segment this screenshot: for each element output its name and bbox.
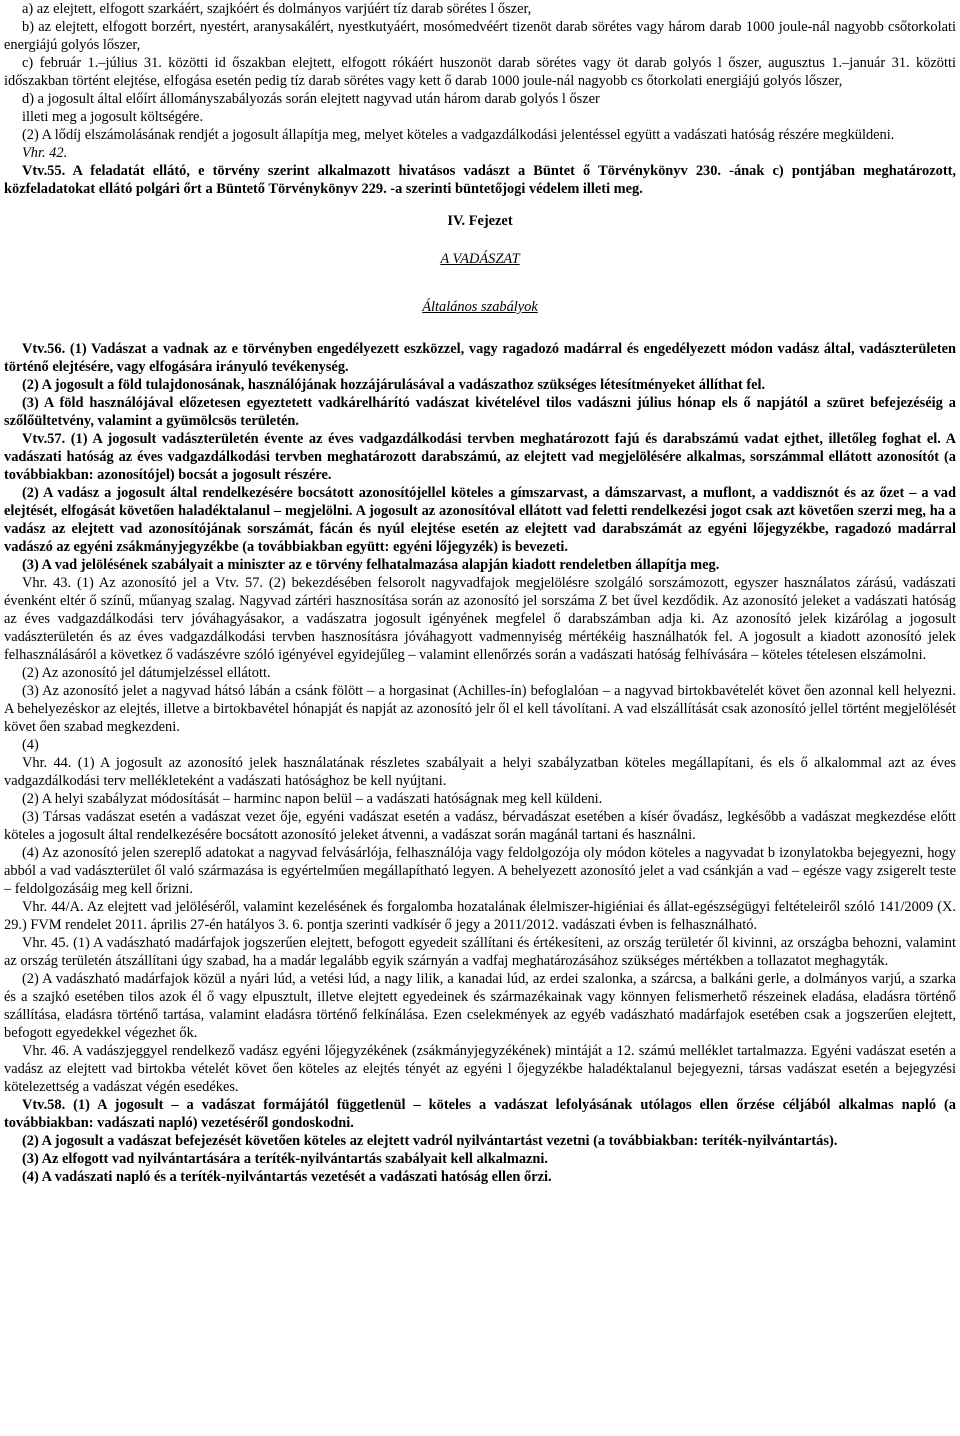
paragraph: Vtv.58. (1) A jogosult – a vadászat formájától függetlenül – köteles a vadászat lefolyásának utólagos ellen őrzése céljából alkalmas napló (a továbbiakban: vadászati napló) vezetéséről gondoskodni. xyxy=(4,1097,956,1131)
paragraph: (2) A lődíj elszámolásának rendjét a jogosult állapítja meg, melyet köteles a vadgazdálkodási jelentéssel együtt a vadászati hatóság részére megküldeni. xyxy=(22,127,895,143)
paragraph: (4) xyxy=(22,737,39,753)
paragraph: Vtv.56. (1) Vadászat a vadnak az e törvényben engedélyezett eszközzel, vagy ragadozó madárral és engedélyezett módon vadász által, vadászterületen történő elejtésére, vagy elfogására irányuló tevékenység. xyxy=(4,341,956,375)
paragraph: d) a jogosult által előírt állományszabályozás során elejtett nagyvad után három darab golyós l őszer xyxy=(22,91,600,107)
paragraph: (2) A vadász a jogosult által rendelkezésére bocsátott azonosítójellel köteles a gímszarvast, a dámszarvast, a muflont, a vaddisznót és az őzet – a vad elejtését, elfogását követően haladéktalanul – megjelölni. A jogosult az azonosítóval ellátott vad feletti rendelkezési jogot csak azt követően szerzi meg, ha a vadász az elejtett vad azonosítójának sorszámát, fácán és nyúl elejtése esetén az elejtett vad darabszámát az egyéni lőjegyzékbe, ragadozó madárral vadászó az egyéni zsákmányjegyzékbe (a továbbiakban együtt: egyéni lőjegyzék) is bevezeti. xyxy=(4,485,956,555)
paragraph: (3) Társas vadászat esetén a vadászat vezet ője, egyéni vadászat esetén a vadász, bérvadászat esetében a kísér ővadász, legkésőbb a vadászat megkezdése előtt köteles a jogosult által rendelkezésére bocsátott azonosító jeleket átvenni, a vadászat során magánál tartani és használni. xyxy=(4,809,956,843)
paragraph: (4) Az azonosító jelen szereplő adatokat a nagyvad felvásárlója, felhasználója vagy feldolgozója oly módon köteles a nagyvadat b izonylatokba bejegyezni, hogy abból a vad vadászterület ől való származása is egyértelműen megállapítható legyen. A behelyezett azonosító jelet a vad csánkján a vad – egésze vagy zsigerelt teste – feldolgozásáig meg kell őrizni. xyxy=(4,845,956,897)
paragraph: Vhr. 45. (1) A vadászható madárfajok jogszerűen elejtett, befogott egyedeit szállítani és értékesíteni, az ország területér ől kivinni, az országba behozni, valamint az ország területén átszállítani úgy szabad, ha a madár legalább egyik szárnyán a vadfaj meghatározásához szükséges mértékben a tollazatot meghagyták. xyxy=(4,935,956,969)
paragraph: a) az elejtett, elfogott szarkáért, szajkóért és dolmányos varjúért tíz darab sörétes l őszer, xyxy=(22,1,532,17)
paragraph: b) az elejtett, elfogott borzért, nyestért, aranysakálért, nyestkutyáért, mosómedvéért tizenöt darab sörétes vagy három darab 1000 joule-nál nagyobb csőtorkolati energiájú golyós lőszer, xyxy=(4,19,956,53)
paragraph: c) február 1.–július 31. közötti id őszakban elejtett, elfogott rókáért huszonöt darab sörétes vagy öt darab golyós l őszer, augusztus 1.–január 31. közötti időszakban történt elejtése, elfogása esetén pedig tíz darab sörétes vagy kett ő darab 1000 joule-nál nagyobb cs őtorkolati energiájú golyós lőszer, xyxy=(4,55,956,89)
paragraph: Vhr. 46. A vadászjeggyel rendelkező vadász egyéni lőjegyzékének (zsákmányjegyzékének) mintáját a 12. számú melléklet tartalmazza. Egyéni vadászat esetén a vadász az elejtett vad birtokba vételét követ ően köteles az elejtés tényét az egyéni l őjegyzékbe haladéktalanul bejegyezni, társas vadászat esetén a bejegyzési kötelezettség a vadászat végén esedékes. xyxy=(4,1043,956,1095)
section-heading: A VADÁSZAT xyxy=(440,251,520,267)
paragraph: Vhr. 44/A. Az elejtett vad jelöléséről, valamint kezelésének és forgalomba hozatalának élelmiszer-higiéniai és állat-egészségügyi feltételeiről szóló 141/2009 (X. 29.) FVM rendelet 2011. április 27-én hatályos 3. 6. pontja szerinti vadkísér ő jegy a 2011/2012. vadászati évben is felhasználható. xyxy=(4,899,956,933)
paragraph: Vhr. 43. (1) Az azonosító jel a Vtv. 57. (2) bekezdésében felsorolt nagyvadfajok megjelölésre szolgáló sorszámozott, egyszer használatos zárású, vadászati évenként eltér ő színű, műanyag szalag. Nagyvad zártéri hasznosítása során az azonosító jel sorszáma Z bet űvel kezdődik. Az azonosító jeleket a vadászati hatóság az éves vadgazdálkodási terv jóváhagyásakor, a vadászatra jogosult igényének megfelel ő darabszámban adja ki. Az azonosító jelek kizárólag a jogosult vadászterületén és az éves vadgazdálkodási tervben hasznosításra jóváhagyott vadmennyiség mértékéig használhatók fel. A jogosult a kiadott azonosító jelek felhasználásáról a következ ő vadászévre szóló igényével egyidejűleg – valamint ellenőrzés során a vadászati hatóság felhívására – köteles tételesen elszámolni. xyxy=(4,575,956,663)
paragraph: Vtv.57. (1) A jogosult vadászterületén évente az éves vadgazdálkodási tervben meghatározott fajú és darabszámú vadat ejthet, illetőleg foghat el. A vadászati hatóság az éves vadgazdálkodási tervben meghatározott darabszámú, az elejtett vad megjelölésére alkalmas, sorszámmal ellátott azonosítót (a továbbiakban: azonosítójel) bocsát a jogosult részére. xyxy=(4,431,956,483)
paragraph: (2) Az azonosító jel dátumjelzéssel ellátott. xyxy=(22,665,271,681)
paragraph: (4) A vadászati napló és a teríték-nyilvántartás vezetését a vadászati hatóság ellen őrzi. xyxy=(22,1169,552,1185)
paragraph: (2) A jogosult a vadászat befejezését követően köteles az elejtett vadról nyilvántartást vezetni (a továbbiakban: teríték-nyilvántartás). xyxy=(22,1133,838,1149)
paragraph: (3) A vad jelölésének szabályait a miniszter az e törvény felhatalmazása alapján kiadott rendeletben állapítja meg. xyxy=(22,557,720,573)
paragraph: (3) A föld használójával előzetesen egyeztetett vadkárelhárító vadászat kivételével tilos vadászni július hónap els ő napjától a szüret befejezéséig a szőlőültetvény, valamint a gyümölcsös területén. xyxy=(4,395,956,429)
paragraph: (2) A vadászható madárfajok közül a nyári lúd, a vetési lúd, a nagy lilik, a kanadai lúd, az erdei szalonka, a szárcsa, a balkáni gerle, a dolmányos varjú, a szarka és a szajkó esetében tilos azok él ő vagy elpusztult, illetve elejtett egyedeinek és származékainak vagy könnyen felismerhető részeinek eladása, eladásra történő szállítása, eladásra történő tartása, valamint eladásra történő felkínálása. Ezen cselekmények az egyéb vadászható madárfajok esetében csak a jogszerűen elejtett, befogott egyedekkel végezhet ők. xyxy=(4,971,956,1041)
paragraph: (2) A helyi szabályzat módosítását – harminc napon belül – a vadászati hatóságnak meg kell küldeni. xyxy=(22,791,603,807)
paragraph: (3) Az elfogott vad nyilvántartására a teríték-nyilvántartás szabályait kell alkalmazni. xyxy=(22,1151,549,1167)
paragraph: Vhr. 44. (1) A jogosult az azonosító jelek használatának részletes szabályait a helyi szabályzatban köteles megállapítani, és els ő alkalommal azt az éves vadgazdálkodási terv mellékleteként a vadászati hatósághoz be kell nyújtani. xyxy=(4,755,956,789)
paragraph: (3) Az azonosító jelet a nagyvad hátsó lábán a csánk fölött – a horgasinat (Achilles-ín) befoglalóan – a nagyvad birtokbavételét követ ően azonnal kell helyezni. A behelyezéskor az elejtés, illetve a birtokbavétel hónapját és napját az azonosító jelr ől el kell távolítani. A vad elszállítását csak azonosító jellel történt megjelölését követ ően szabad megkezdeni. xyxy=(4,683,956,735)
section-heading: Általános szabályok xyxy=(422,299,538,315)
paragraph: (2) A jogosult a föld tulajdonosának, használójának hozzájárulásával a vadászathoz szükséges létesítményeket állíthat fel. xyxy=(22,377,766,393)
paragraph: Vhr. 42. xyxy=(22,145,68,161)
paragraph: illeti meg a jogosult költségére. xyxy=(22,109,204,125)
paragraph: Vtv.55. A feladatát ellátó, e törvény szerint alkalmazott hivatásos vadászt a Büntet ő Törvénykönyv 230. -ának c) pontjában meghatározott, közfeladatokat ellátó polgári őrt a Büntető Törvénykönyv 229. -a szerinti büntetőjogi védelem illeti meg. xyxy=(4,163,956,197)
section-heading: IV. Fejezet xyxy=(447,213,513,229)
